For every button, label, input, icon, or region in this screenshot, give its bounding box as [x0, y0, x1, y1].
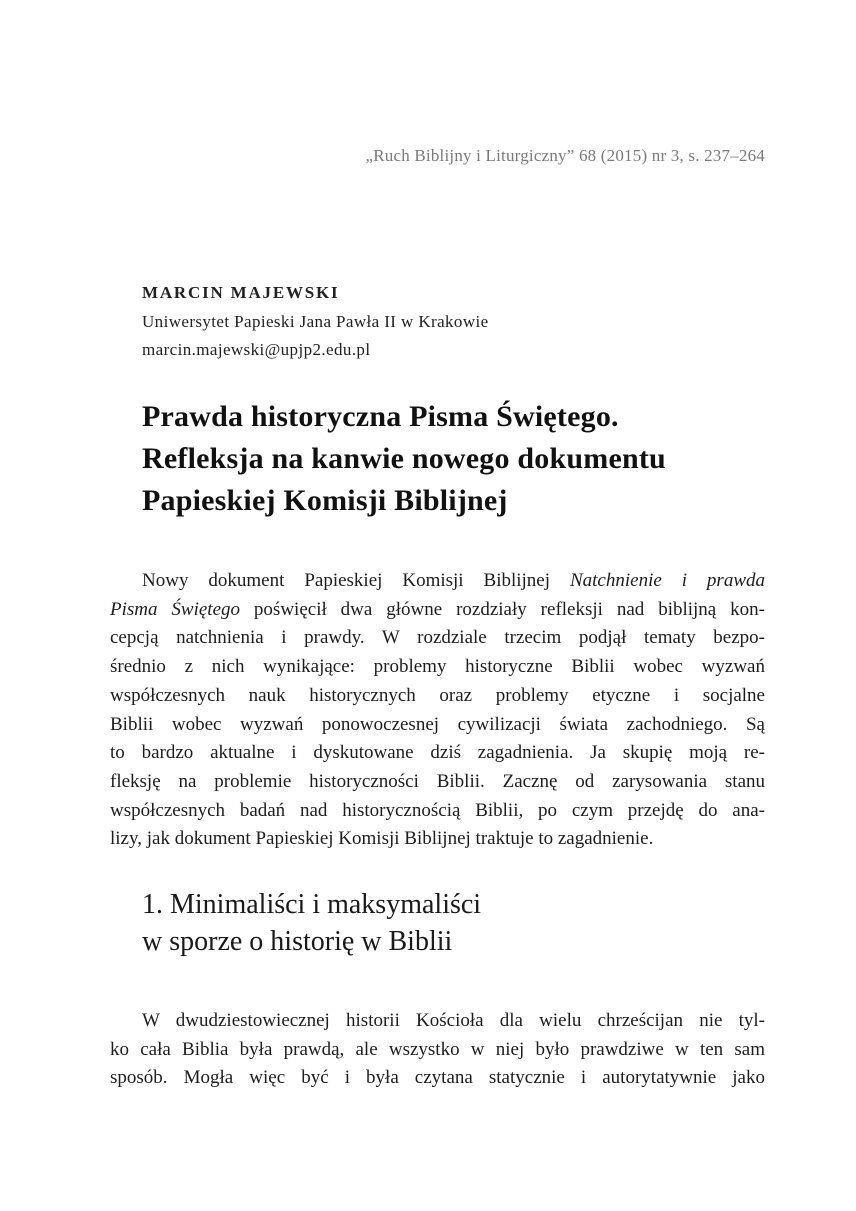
text-segment: współczesnych nauk historycznych oraz problemy etyczne i socjalne: [110, 684, 765, 706]
author-affiliation: Uniwersytet Papieski Jana Pawła II w Krakowie: [142, 312, 489, 331]
text-line: [142, 480, 666, 522]
italic-text-segment: Natchnienie i prawda: [569, 570, 766, 591]
text-segment: Biblii wobec wyzwań ponowoczesnej cywilizacji świata zachodniego. Są: [110, 713, 765, 735]
text-segment: ko cała Biblia była prawdą, ale wszystko w niej było prawdziwe w ten sam: [110, 1038, 765, 1060]
text-line: [110, 1064, 765, 1093]
section-1-heading: [142, 886, 481, 960]
section-1-paragraph: [110, 1007, 765, 1093]
text-segment: współczesnych badań nad historycznością Biblii, po czym przejdę do ana-: [110, 799, 765, 821]
text-line: [110, 1007, 765, 1036]
text-line: [110, 797, 765, 826]
text-segment: fleksję na problemie historyczności Biblii. Zacznę od zarysowania stanu: [110, 770, 765, 792]
italic-text-segment: Pisma Świętego: [110, 598, 241, 620]
text-line: [142, 886, 481, 923]
text-segment: Refleksja na kanwie nowego dokumentu: [142, 442, 666, 475]
article-title: [142, 396, 666, 522]
text-line: [110, 825, 765, 854]
text-segment: w sporze o historię w Biblii: [142, 926, 453, 957]
text-line: [110, 711, 765, 740]
author-block: [142, 278, 489, 364]
text-line: [142, 438, 666, 480]
text-line: [110, 653, 765, 682]
text-line: [110, 624, 765, 653]
text-line: [110, 1036, 765, 1065]
text-segment: W dwudziestowiecznej historii Kościoła dla wielu chrześcijan nie tyl-: [142, 1010, 765, 1031]
text-segment: średnio z nich wynikające: problemy historyczne Biblii wobec wyzwań: [110, 656, 765, 678]
text-segment: cepcją natchnienia i prawdy. W rozdziale trzecim podjął tematy bezpo-: [110, 627, 765, 649]
text-segment: to bardzo aktualne i dyskutowane dziś zagadnienia. Ja skupię moją re-: [110, 742, 765, 764]
journal-citation: „Ruch Biblijny i Liturgiczny” 68 (2015) nr 3, s. 237–264: [365, 146, 765, 165]
text-segment: 1. Minimaliści i maksymaliści: [142, 889, 482, 920]
text-segment: Prawda historyczna Pisma Świętego.: [142, 400, 619, 433]
intro-paragraph: [110, 567, 765, 854]
text-line: [110, 768, 765, 797]
author-name: MARCIN MAJEWSKI: [142, 283, 340, 302]
text-line: [110, 739, 765, 768]
text-segment: poświęcił dwa główne rozdziały refleksji nad biblijną kon-: [240, 598, 765, 620]
text-line: [110, 682, 765, 711]
text-segment: Nowy dokument Papieskiej Komisji Biblijnej: [142, 570, 570, 591]
text-segment: sposób. Mogła więc być i była czytana statycznie i autorytatywnie jako: [110, 1067, 765, 1089]
text-segment: lizy, jak dokument Papieskiej Komisji Biblijnej traktuje to zagadnienie.: [110, 828, 654, 850]
text-line: [142, 923, 481, 960]
text-line: [142, 396, 666, 438]
text-line: [110, 596, 765, 625]
text-line: [110, 567, 765, 596]
author-email: marcin.majewski@upjp2.edu.pl: [142, 340, 371, 359]
text-segment: Papieskiej Komisji Biblijnej: [142, 484, 508, 517]
